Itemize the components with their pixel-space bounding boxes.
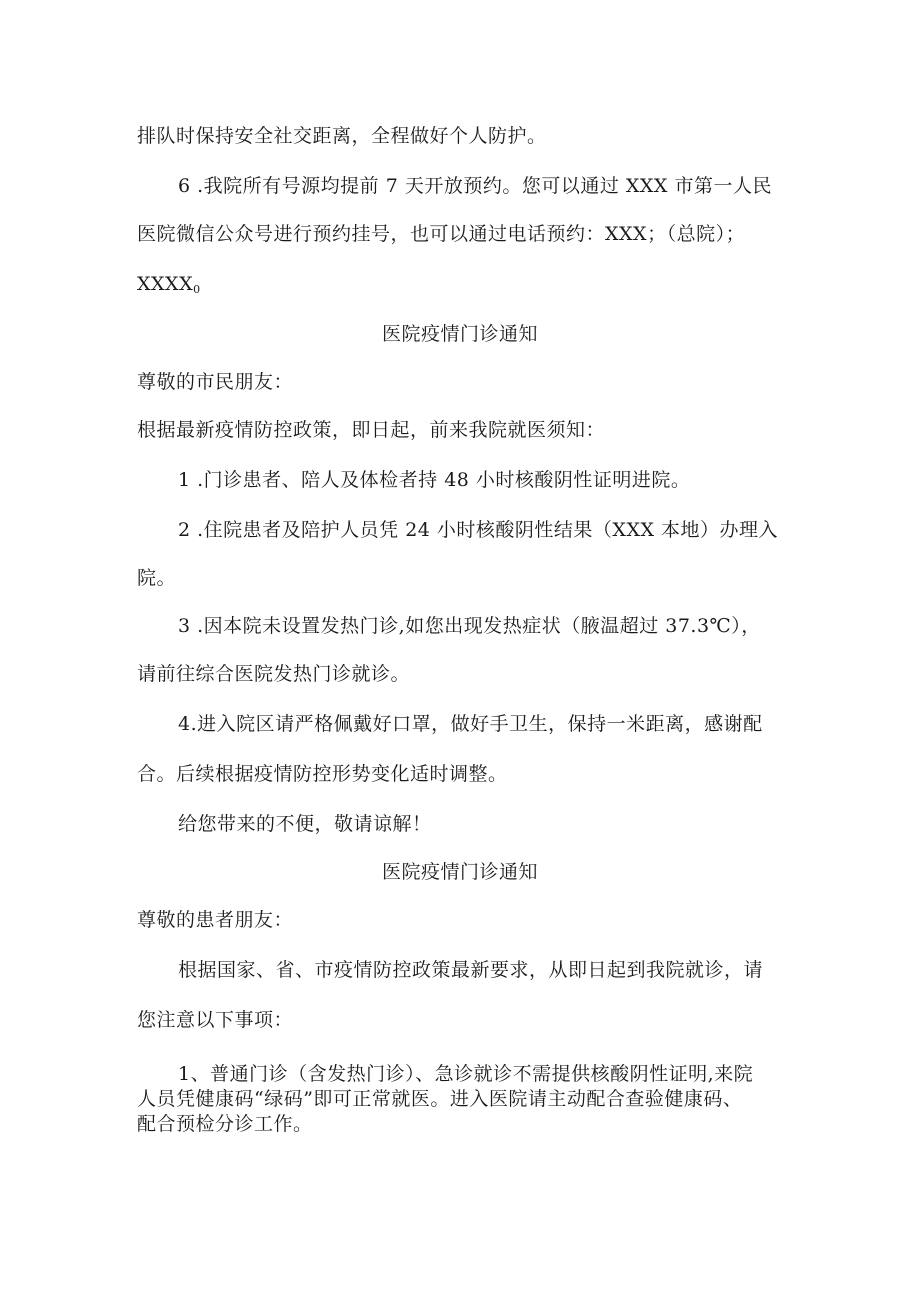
notice-2-item-4-line-1: 4.进入院区请严格佩戴好口罩，做好手卫生，保持一米距离，感谢配 [178,713,763,735]
notice-3-item-1-line-2: 人员凭健康码“绿码”即可正常就医。进入医院请主动配合查验健康码、 [137,1088,743,1110]
notice-3-title: 医院疫情门诊通知 [381,861,538,883]
phone-number-suffix: 0 [193,283,201,296]
notice-2-greeting: 尊敬的市民朋友： [137,371,294,393]
notice-2-item-1: 1 .门诊患者、陪人及体检者持 48 小时核酸阴性证明进院。 [178,469,691,491]
notice-3-intro-line-2: 您注意以下事项： [137,1009,294,1031]
paragraph-line: 排队时保持安全社交距离，全程做好个人防护。 [137,125,547,147]
notice-2-item-3-line-2: 请前往综合医院发热门诊就诊。 [137,663,411,685]
notice-2-item-2-line-1: 2 .住院患者及陪护人员凭 24 小时核酸阴性结果（XXX 本地）办理入 [178,519,779,541]
phone-number: XXXX [137,273,194,295]
notice-3-intro-line-1: 根据国家、省、市疫情防控政策最新要求，从即日起到我院就诊，请 [178,959,764,981]
notice-2-item-4-line-2: 合。后续根据疫情防控形势变化适时调整。 [137,763,508,785]
notice-2-item-3-line-1: 3 .因本院未设置发热门诊,如您出现发热症状（腋温超过 37.3℃）， [178,615,761,637]
notice-2-item-2-line-2: 院。 [137,567,177,589]
notice-3-greeting: 尊敬的患者朋友： [137,909,294,931]
item-6-line-1: 6 .我院所有号源均提前 7 天开放预约。您可以通过 XXX 市第一人民 [178,175,772,197]
notice-2-intro: 根据最新疫情防控政策，即日起，前来我院就医须知： [137,419,606,441]
notice-2-title: 医院疫情门诊通知 [381,323,538,345]
item-6-line-2: 医院微信公众号进行预约挂号，也可以通过电话预约：XXX；（总院）； [137,223,746,245]
notice-3-item-1-line-1: 1、普通门诊（含发热门诊）、急诊就诊不需提供核酸阴性证明,来院 [178,1063,754,1085]
notice-2-closing: 给您带来的不便，敬请谅解！ [178,813,432,835]
notice-3-item-1-line-3: 配合预检分诊工作。 [137,1113,313,1135]
item-6-line-3 [137,272,797,302]
